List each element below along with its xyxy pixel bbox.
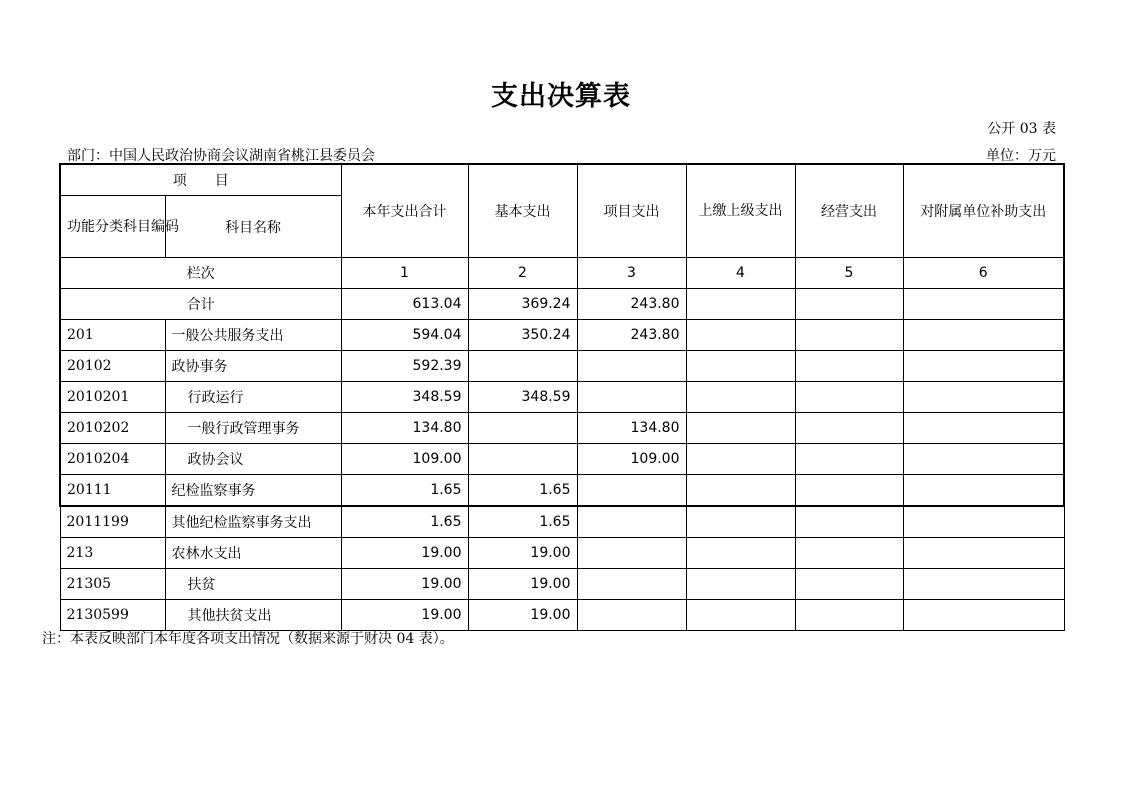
column-number-label: 栏次 bbox=[60, 258, 341, 289]
column-number: 4 bbox=[686, 258, 795, 289]
row-total: 134.80 bbox=[341, 413, 468, 444]
row-subsidy bbox=[903, 320, 1064, 351]
row-superior bbox=[686, 444, 795, 475]
row-code: 2010201 bbox=[60, 382, 165, 413]
row-superior bbox=[686, 475, 795, 507]
row-basic: 19.00 bbox=[468, 569, 577, 600]
total-business bbox=[795, 289, 903, 320]
header-name: 科目名称 bbox=[165, 196, 341, 258]
row-name: 其他纪检监察事务支出 bbox=[165, 506, 341, 538]
table-row bbox=[60, 569, 1064, 600]
row-name: 扶贫 bbox=[165, 569, 341, 600]
column-number: 3 bbox=[577, 258, 686, 289]
row-project bbox=[577, 475, 686, 507]
table-row bbox=[60, 382, 1064, 413]
row-basic bbox=[468, 351, 577, 382]
row-subsidy bbox=[903, 413, 1064, 444]
header-superior: 上缴上级支出 bbox=[686, 164, 795, 258]
row-name: 农林水支出 bbox=[165, 538, 341, 569]
row-name: 一般行政管理事务 bbox=[165, 413, 341, 444]
header-basic: 基本支出 bbox=[468, 164, 577, 258]
row-total: 348.59 bbox=[341, 382, 468, 413]
row-code: 20102 bbox=[60, 351, 165, 382]
row-subsidy bbox=[903, 569, 1064, 600]
header-subsidy: 对附属单位补助支出 bbox=[903, 164, 1064, 258]
total-basic: 369.24 bbox=[468, 289, 577, 320]
row-business bbox=[795, 475, 903, 507]
department-label: 部门：中国人民政治协商会议湖南省桃江县委员会 bbox=[67, 148, 375, 164]
row-superior bbox=[686, 506, 795, 538]
row-code: 213 bbox=[60, 538, 165, 569]
row-superior bbox=[686, 413, 795, 444]
row-code: 21305 bbox=[60, 569, 165, 600]
table-row bbox=[60, 320, 1064, 351]
row-business bbox=[795, 413, 903, 444]
row-project bbox=[577, 538, 686, 569]
row-superior bbox=[686, 351, 795, 382]
row-subsidy bbox=[903, 475, 1064, 507]
table-row bbox=[60, 538, 1064, 569]
row-total: 19.00 bbox=[341, 569, 468, 600]
row-subsidy bbox=[903, 600, 1064, 631]
row-code: 2130599 bbox=[60, 600, 165, 631]
column-number: 2 bbox=[468, 258, 577, 289]
header-business: 经营支出 bbox=[795, 164, 903, 258]
unit-label: 单位：万元 bbox=[986, 148, 1056, 164]
header-item: 项 目 bbox=[60, 164, 341, 196]
row-total: 592.39 bbox=[341, 351, 468, 382]
form-number: 公开 03 表 bbox=[987, 121, 1056, 137]
row-subsidy bbox=[903, 538, 1064, 569]
page-title: 支出决算表 bbox=[491, 81, 631, 112]
row-project: 109.00 bbox=[577, 444, 686, 475]
row-name: 政协会议 bbox=[165, 444, 341, 475]
row-total: 1.65 bbox=[341, 475, 468, 507]
row-business bbox=[795, 444, 903, 475]
row-name: 纪检监察事务 bbox=[165, 475, 341, 507]
row-basic: 19.00 bbox=[468, 538, 577, 569]
total-amount: 613.04 bbox=[341, 289, 468, 320]
row-basic bbox=[468, 413, 577, 444]
row-basic: 19.00 bbox=[468, 600, 577, 631]
row-code: 2010202 bbox=[60, 413, 165, 444]
row-project bbox=[577, 569, 686, 600]
total-subsidy bbox=[903, 289, 1064, 320]
row-project: 243.80 bbox=[577, 320, 686, 351]
column-number: 5 bbox=[795, 258, 903, 289]
row-project bbox=[577, 351, 686, 382]
row-basic: 348.59 bbox=[468, 382, 577, 413]
row-total: 109.00 bbox=[341, 444, 468, 475]
row-basic bbox=[468, 444, 577, 475]
header-project: 项目支出 bbox=[577, 164, 686, 258]
row-code: 201 bbox=[60, 320, 165, 351]
row-business bbox=[795, 538, 903, 569]
table-row bbox=[60, 413, 1064, 444]
row-code: 2011199 bbox=[60, 506, 165, 538]
total-superior bbox=[686, 289, 795, 320]
row-project bbox=[577, 506, 686, 538]
row-total: 19.00 bbox=[341, 600, 468, 631]
total-label: 合计 bbox=[60, 289, 341, 320]
column-number: 1 bbox=[341, 258, 468, 289]
row-code: 2010204 bbox=[60, 444, 165, 475]
row-superior bbox=[686, 569, 795, 600]
row-project: 134.80 bbox=[577, 413, 686, 444]
row-total: 594.04 bbox=[341, 320, 468, 351]
row-name: 一般公共服务支出 bbox=[165, 320, 341, 351]
row-subsidy bbox=[903, 351, 1064, 382]
row-name: 行政运行 bbox=[165, 382, 341, 413]
header-code: 功能分类科目编码 bbox=[60, 196, 165, 258]
row-name: 其他扶贫支出 bbox=[165, 600, 341, 631]
table-row bbox=[60, 351, 1064, 382]
row-project bbox=[577, 382, 686, 413]
row-superior bbox=[686, 600, 795, 631]
table-row bbox=[60, 475, 1064, 507]
column-number-row bbox=[60, 258, 1064, 289]
row-business bbox=[795, 320, 903, 351]
row-superior bbox=[686, 320, 795, 351]
row-basic: 1.65 bbox=[468, 506, 577, 538]
total-row bbox=[60, 289, 1064, 320]
footnote: 注：本表反映部门本年度各项支出情况（数据来源于财决 04 表）。 bbox=[42, 631, 454, 647]
row-subsidy bbox=[903, 506, 1064, 538]
column-number: 6 bbox=[903, 258, 1064, 289]
header-total: 本年支出合计 bbox=[341, 164, 468, 258]
total-project: 243.80 bbox=[577, 289, 686, 320]
row-basic: 350.24 bbox=[468, 320, 577, 351]
row-project bbox=[577, 600, 686, 631]
row-superior bbox=[686, 538, 795, 569]
row-business bbox=[795, 351, 903, 382]
table-row bbox=[60, 506, 1064, 538]
row-basic: 1.65 bbox=[468, 475, 577, 507]
row-business bbox=[795, 569, 903, 600]
expenditure-table bbox=[59, 163, 1065, 631]
row-subsidy bbox=[903, 382, 1064, 413]
row-business bbox=[795, 382, 903, 413]
row-business bbox=[795, 600, 903, 631]
row-total: 19.00 bbox=[341, 538, 468, 569]
row-total: 1.65 bbox=[341, 506, 468, 538]
row-code: 20111 bbox=[60, 475, 165, 507]
row-business bbox=[795, 506, 903, 538]
row-superior bbox=[686, 382, 795, 413]
table-row bbox=[60, 600, 1064, 631]
row-name: 政协事务 bbox=[165, 351, 341, 382]
table-row bbox=[60, 444, 1064, 475]
row-subsidy bbox=[903, 444, 1064, 475]
